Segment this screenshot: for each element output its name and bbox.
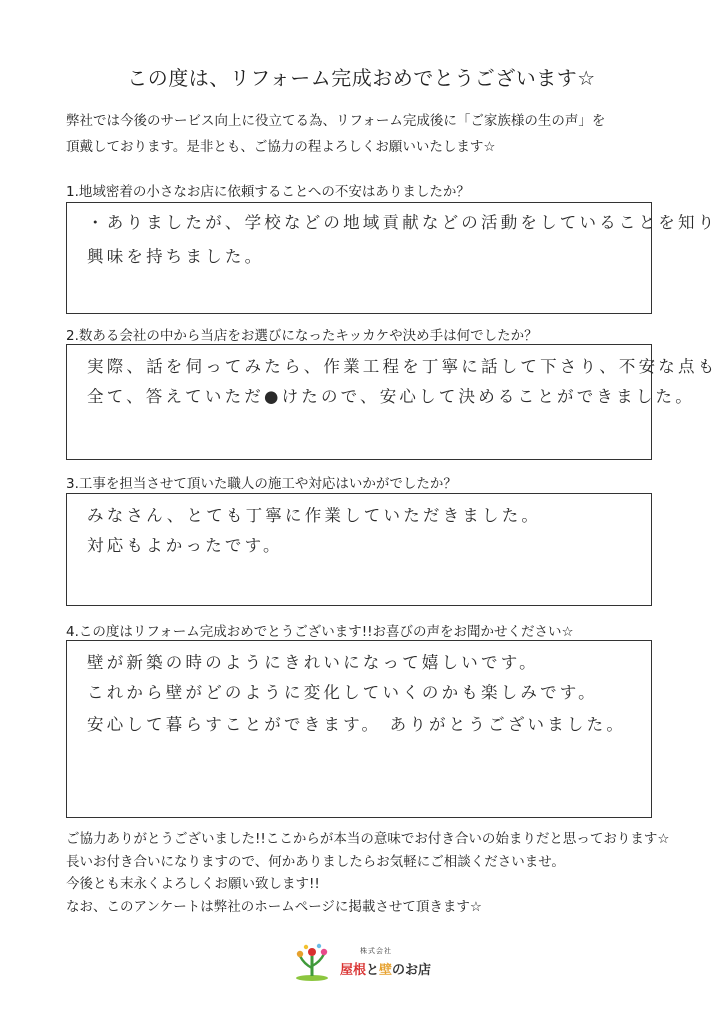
logo-name-wall: 壁: [379, 963, 393, 978]
intro-line: 頂戴しております。是非とも、ご協力の程よろしくお願いいたします☆: [66, 139, 496, 155]
question-4-label: 4.この度はリフォーム完成おめでとうございます!!お喜びの声をお聞かせください☆: [66, 624, 574, 640]
closing-line: ご協力ありがとうございました!!ここからが本当の意味でお付き合いの始まりだと思っております☆: [66, 831, 670, 847]
question-1-label: 1.地域密着の小さなお店に依頼することへの不安はありましたか？: [66, 184, 470, 200]
question-3-label: 3.工事を担当させて頂いた職人の施工や対応はいかがでしたか？: [66, 476, 457, 492]
question-2-label: 2.数ある会社の中から当店をお選びになったキッカケや決め手は何でしたか？: [66, 328, 538, 344]
intro-line: 弊社では今後のサービス向上に役立てる為、リフォーム完成後に「ご家族様の生の声」を: [66, 113, 606, 129]
logo-name: [340, 959, 431, 978]
answer-3-line-2: 対応もよかったです。: [87, 536, 283, 555]
logo-name-and: と: [366, 963, 380, 978]
logo-company-type: 株式会社: [360, 947, 392, 955]
logo-name-shop: のお店: [392, 963, 432, 978]
closing-line: 長いお付き合いになりますので、何かありましたらお気軽にご相談くださいませ。: [66, 853, 565, 870]
answer-4-line-2: これから壁がどのように変化していくのかも楽しみです。: [87, 683, 598, 702]
closing-line: 今後とも末永くよろしくお願い致します!!: [66, 876, 320, 893]
page-title: この度は、リフォーム完成おめでとうございます☆: [127, 66, 596, 90]
closing-line: なお、このアンケートは弊社のホームページに掲載させて頂きます☆: [66, 898, 483, 915]
answer-box-1: [66, 202, 718, 314]
answer-3-line-1: みなさん、とても丁寧に作業していただきました。: [87, 506, 542, 525]
closing-text: [66, 828, 670, 918]
answer-1-line-2: 興味を持ちました。: [87, 247, 265, 266]
company-logo: [292, 942, 432, 982]
answer-1-line-1: ・ありましたが、学校などの地域貢献などの活動をしていることを知り: [87, 213, 718, 232]
answer-2-line-2: 全て、答えていただ●けたので、安心して決めることができました。: [87, 387, 695, 406]
answer-box-4: [66, 640, 652, 818]
answer-4-line-1: 壁が新築の時のようにきれいになって嬉しいです。: [87, 653, 539, 672]
logo-name-roof: 屋根: [340, 963, 367, 978]
answer-box-3: [66, 493, 652, 606]
answer-4-line-3: 安心して暮らすことができます。 ありがとうございました。: [87, 715, 627, 734]
intro-text: [66, 108, 666, 160]
answer-box-2: [66, 344, 718, 460]
flower-plant-icon: [292, 942, 332, 982]
answer-2-line-1: 実際、話を伺ってみたら、作業工程を丁寧に話して下さり、不安な点も: [87, 357, 718, 376]
